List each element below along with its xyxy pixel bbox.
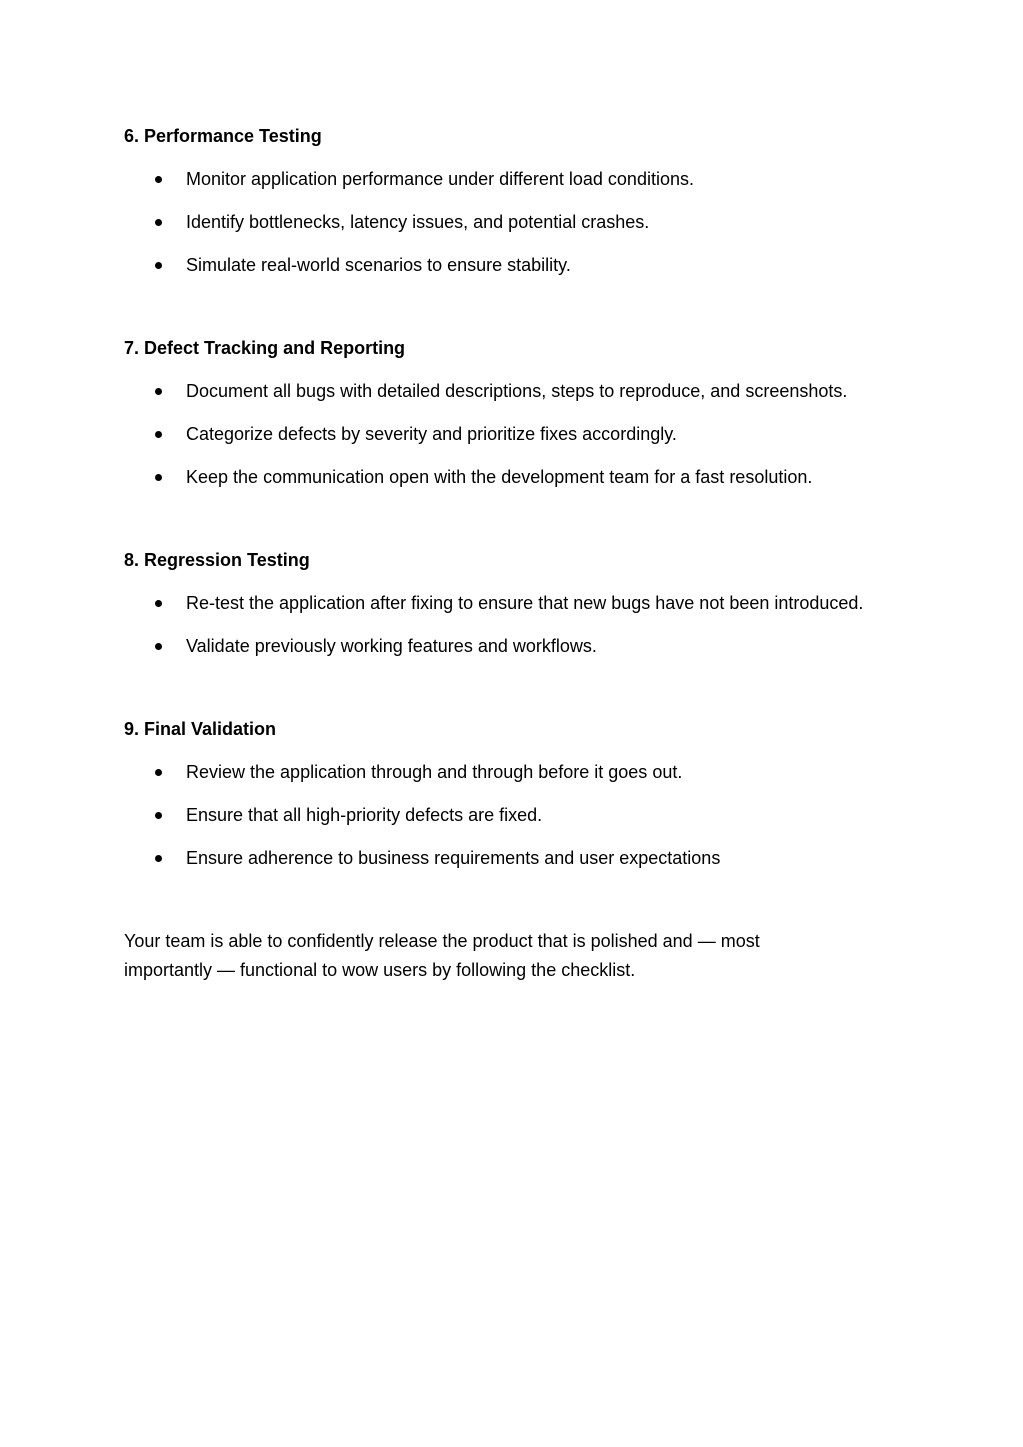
- list-item: [124, 801, 904, 830]
- section-heading: 6. Performance Testing: [124, 126, 322, 146]
- section-regression-testing: [124, 546, 904, 661]
- list-item-text: Document all bugs with detailed descriptions, steps to reproduce, and screenshots.: [186, 381, 848, 401]
- list-item-text: Monitor application performance under different load conditions.: [186, 169, 694, 189]
- list-item: [124, 251, 904, 280]
- list-item: [124, 377, 904, 406]
- list-item-text: Keep the communication open with the development team for a fast resolution.: [186, 467, 813, 487]
- list-item: [124, 844, 904, 873]
- section-heading: 9. Final Validation: [124, 719, 277, 739]
- section-heading: 8. Regression Testing: [124, 550, 310, 570]
- bullet-list: [124, 377, 904, 492]
- bullet-icon: [155, 769, 162, 776]
- list-item: [124, 589, 904, 618]
- list-item-text: Ensure adherence to business requirements and user expectations: [186, 848, 721, 868]
- list-item: [124, 420, 904, 449]
- list-item: [124, 758, 904, 787]
- section-defect-tracking: [124, 334, 904, 492]
- bullet-icon: [155, 600, 162, 607]
- bullet-icon: [155, 812, 162, 819]
- section-final-validation: [124, 715, 904, 873]
- bullet-icon: [155, 219, 162, 226]
- list-item-text: Re-test the application after fixing to ensure that new bugs have not been introduced.: [186, 593, 864, 613]
- bullet-list: [124, 758, 904, 873]
- bullet-icon: [155, 855, 162, 862]
- section-heading: 7. Defect Tracking and Reporting: [124, 338, 406, 358]
- bullet-icon: [155, 262, 162, 269]
- section-performance-testing: [124, 122, 904, 280]
- bullet-list: [124, 589, 904, 661]
- list-item: [124, 165, 904, 194]
- bullet-icon: [155, 643, 162, 650]
- list-item: [124, 208, 904, 237]
- list-item: [124, 632, 904, 661]
- list-item-text: Identify bottlenecks, latency issues, and potential crashes.: [186, 212, 650, 232]
- list-item: [124, 463, 904, 492]
- list-item-text: Categorize defects by severity and prioritize fixes accordingly.: [186, 424, 677, 444]
- list-item-text: Simulate real-world scenarios to ensure stability.: [186, 255, 571, 275]
- bullet-icon: [155, 431, 162, 438]
- list-item-text: Review the application through and through before it goes out.: [186, 762, 683, 782]
- bullet-list: [124, 165, 904, 280]
- bullet-icon: [155, 388, 162, 395]
- bullet-icon: [155, 474, 162, 481]
- list-item-text: Validate previously working features and workflows.: [186, 636, 597, 656]
- list-item-text: Ensure that all high-priority defects are fixed.: [186, 805, 543, 825]
- bullet-icon: [155, 176, 162, 183]
- document-page: [124, 122, 904, 985]
- closing-paragraph: Your team is able to confidently release the product that is polished and — most importantly — functional to wow users by following the checklist.: [124, 931, 760, 980]
